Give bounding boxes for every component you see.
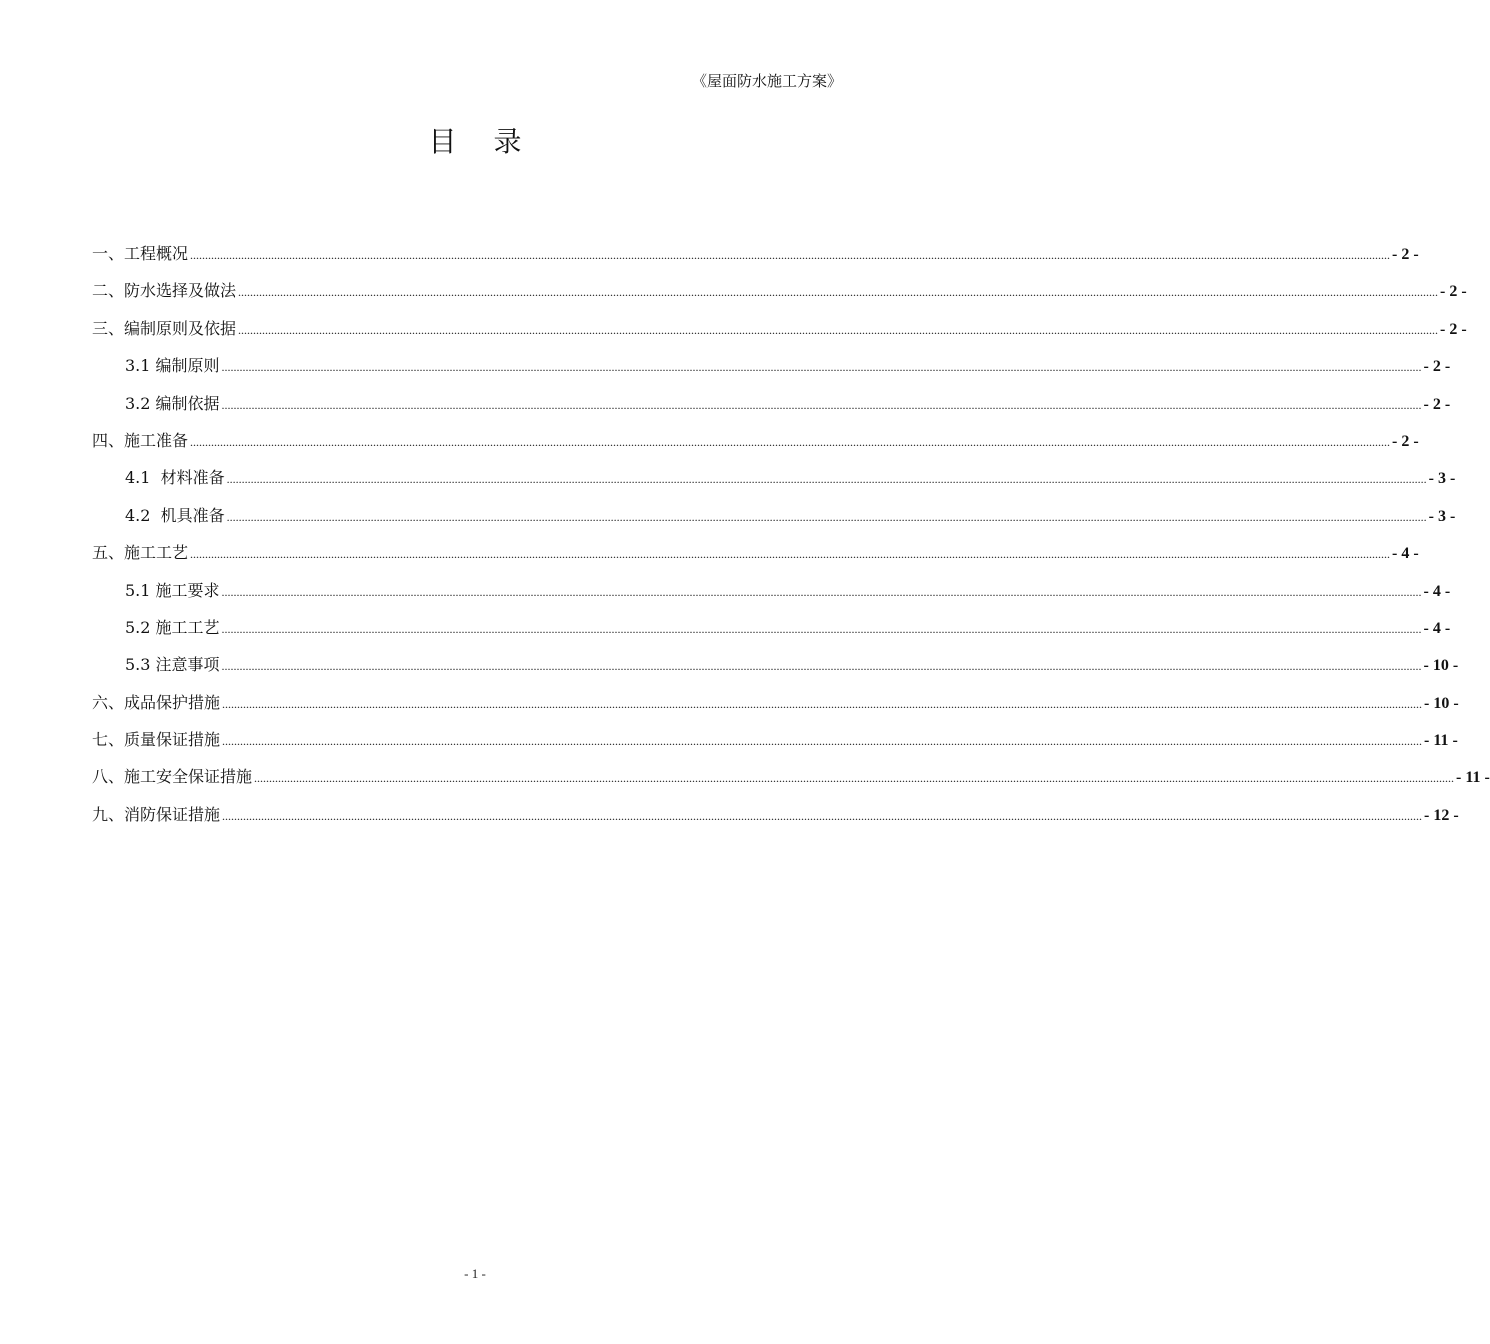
toc-entry[interactable] xyxy=(92,727,1458,764)
toc-entry-label: 九、消防保证措施 xyxy=(92,804,221,824)
toc-dot-leader: ................................................................................................................................................................................................................................................................................................................................................................................................................ xyxy=(221,584,1422,599)
toc-entry[interactable] xyxy=(92,503,1456,540)
toc-entry[interactable] xyxy=(92,353,1451,390)
toc-entry[interactable] xyxy=(92,615,1451,652)
toc-entry[interactable] xyxy=(92,391,1451,428)
toc-dot-leader: ................................................................................................................................................................................................................................................................................................................................................................................................................ xyxy=(226,472,1427,487)
toc-entry-page: - 2 - xyxy=(1423,358,1451,376)
toc-entry[interactable] xyxy=(92,241,1419,278)
toc-dot-leader: ................................................................................................................................................................................................................................................................................................................................................................................................................ xyxy=(190,248,1391,262)
toc-dot-leader: ................................................................................................................................................................................................................................................................................................................................................................................................................ xyxy=(254,771,1455,786)
toc-entry-label: 3.2 编制依据 xyxy=(125,393,220,413)
toc-entry-page: - 11 - xyxy=(1456,769,1490,787)
toc-dot-leader: ................................................................................................................................................................................................................................................................................................................................................................................................................ xyxy=(238,322,1439,337)
toc-entry-label: 八、施工安全保证措施 xyxy=(92,767,253,787)
toc-entry-label: 5.2 施工工艺 xyxy=(125,617,220,637)
toc-entry[interactable] xyxy=(92,316,1467,353)
toc-dot-leader: ................................................................................................................................................................................................................................................................................................................................................................................................................ xyxy=(222,696,1423,711)
toc-dot-leader: ................................................................................................................................................................................................................................................................................................................................................................................................................ xyxy=(190,547,1391,562)
toc-entry-page: - 2 - xyxy=(1392,246,1419,263)
toc-entry[interactable] xyxy=(92,465,1456,502)
toc-entry-label: 二、防水选择及做法 xyxy=(92,281,237,301)
toc-entry[interactable] xyxy=(92,578,1451,615)
toc-entry-page: - 4 - xyxy=(1392,545,1419,563)
toc-entry-label: 五、施工工艺 xyxy=(92,543,189,563)
table-of-contents xyxy=(92,241,1490,839)
toc-entry-label: 四、施工准备 xyxy=(92,430,189,450)
toc-entry-page: - 12 - xyxy=(1424,806,1459,824)
toc-dot-leader: ................................................................................................................................................................................................................................................................................................................................................................................................................ xyxy=(226,509,1427,524)
toc-entry-page: - 2 - xyxy=(1423,395,1451,413)
toc-entry-page: - 10 - xyxy=(1424,694,1459,712)
toc-dot-leader: ................................................................................................................................................................................................................................................................................................................................................................................................................ xyxy=(221,360,1422,375)
toc-entry[interactable] xyxy=(92,802,1459,839)
toc-entry-label: 三、编制原则及依据 xyxy=(92,318,237,338)
toc-dot-leader: ................................................................................................................................................................................................................................................................................................................................................................................................................ xyxy=(238,285,1439,300)
toc-entry[interactable] xyxy=(92,652,1459,689)
toc-entry-page: - 3 - xyxy=(1428,470,1456,488)
toc-entry[interactable] xyxy=(92,428,1419,465)
toc-dot-leader: ................................................................................................................................................................................................................................................................................................................................................................................................................ xyxy=(221,659,1422,674)
toc-entry-label: 六、成品保护措施 xyxy=(92,692,221,712)
toc-entry-page: - 2 - xyxy=(1392,432,1419,450)
toc-entry-label: 一、工程概况 xyxy=(92,244,189,263)
toc-entry[interactable] xyxy=(92,690,1459,727)
toc-entry[interactable] xyxy=(92,540,1419,577)
toc-entry-label: 4.2 机具准备 xyxy=(125,505,225,525)
toc-entry-label: 5.3 注意事项 xyxy=(125,655,220,675)
toc-entry-page: - 2 - xyxy=(1440,283,1467,301)
toc-entry-page: - 2 - xyxy=(1440,320,1467,338)
toc-entry-page: - 4 - xyxy=(1423,619,1451,637)
page-number: - 1 - xyxy=(464,1266,486,1281)
toc-entry-page: - 11 - xyxy=(1424,732,1458,750)
toc-entry-label: 3.1 编制原则 xyxy=(125,356,220,376)
document-header-title: 《屋面防水施工方案》 xyxy=(691,72,842,90)
toc-entry-page: - 3 - xyxy=(1428,507,1456,525)
toc-dot-leader: ................................................................................................................................................................................................................................................................................................................................................................................................................ xyxy=(221,621,1422,636)
toc-dot-leader: ................................................................................................................................................................................................................................................................................................................................................................................................................ xyxy=(222,808,1423,823)
toc-dot-leader: ................................................................................................................................................................................................................................................................................................................................................................................................................ xyxy=(221,397,1422,412)
toc-dot-leader: ................................................................................................................................................................................................................................................................................................................................................................................................................ xyxy=(222,734,1423,749)
toc-entry[interactable] xyxy=(92,764,1490,801)
toc-entry-label: 七、质量保证措施 xyxy=(92,730,221,750)
toc-entry-label: 4.1 材料准备 xyxy=(125,468,225,488)
page-title: 目 录 xyxy=(428,125,536,158)
toc-entry[interactable] xyxy=(92,278,1467,315)
toc-entry-page: - 10 - xyxy=(1423,657,1459,675)
toc-entry-label: 5.1 施工要求 xyxy=(125,580,220,600)
toc-entry-page: - 4 - xyxy=(1423,582,1451,600)
toc-dot-leader: ................................................................................................................................................................................................................................................................................................................................................................................................................ xyxy=(190,434,1391,449)
